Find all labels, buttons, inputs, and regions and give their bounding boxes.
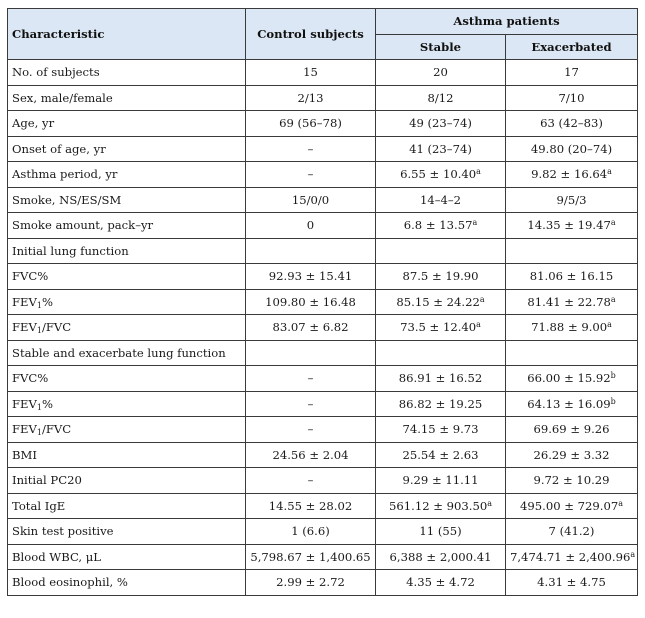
cell-control (246, 340, 376, 366)
cell-control (246, 442, 376, 468)
table-row (8, 213, 638, 239)
cell-value: – (307, 371, 314, 386)
table-row (8, 417, 638, 443)
header-exacerbated: Exacerbated (506, 34, 638, 60)
cell-stable (376, 187, 506, 213)
footnote-marker: a (607, 320, 612, 330)
row-label-subscript: 1 (36, 402, 42, 412)
table-row (8, 570, 638, 596)
row-label: Initial lung function (8, 238, 246, 264)
cell-control (246, 85, 376, 111)
table-row (8, 493, 638, 519)
footnote-marker: a (472, 218, 478, 228)
cell-exacerbated (506, 366, 638, 392)
cell-exacerbated (506, 213, 638, 239)
footnote-marker: a (607, 167, 612, 177)
row-label: Sex, male/female (8, 85, 246, 111)
cell-value: 69.69 ± 9.26 (533, 422, 610, 437)
cell-value: – (307, 167, 314, 182)
cell-value: – (307, 141, 314, 156)
table-row (8, 519, 638, 545)
cell-value: 81.41 ± 22.78 (527, 294, 611, 309)
row-label: Asthma period, yr (8, 162, 246, 188)
cell-value: 6.55 ± 10.40 (400, 167, 477, 182)
row-label: Blood eosinophil, % (8, 570, 246, 596)
cell-stable (376, 264, 506, 290)
cell-value: 5,798.67 ± 1,400.65 (250, 549, 371, 564)
header-characteristic: Characteristic (8, 9, 246, 60)
cell-value: 14.55 ± 28.02 (268, 498, 353, 513)
cell-value: 9/5/3 (556, 192, 587, 207)
cell-value: 71.88 ± 9.00 (531, 320, 608, 335)
cell-value: 49 (23–74) (409, 116, 472, 131)
cell-control (246, 417, 376, 443)
row-label-suffix: % (41, 396, 54, 411)
cell-exacerbated (506, 264, 638, 290)
cell-stable (376, 162, 506, 188)
cell-value: 14–4–2 (419, 192, 462, 207)
cell-value: – (307, 473, 314, 488)
row-label: Stable and exacerbate lung function (8, 340, 246, 366)
cell-stable (376, 468, 506, 494)
cell-stable (376, 366, 506, 392)
footnote-marker: b (610, 396, 616, 406)
cell-control (246, 60, 376, 86)
table-row (8, 468, 638, 494)
cell-stable (376, 213, 506, 239)
table-row (8, 111, 638, 137)
table-row (8, 289, 638, 315)
table-row (8, 315, 638, 341)
footnote-marker: b (610, 371, 616, 381)
cell-value: 64.13 ± 16.09 (527, 396, 611, 411)
cell-control (246, 162, 376, 188)
cell-value: 9.72 ± 10.29 (533, 473, 610, 488)
row-label-text: FEV (12, 294, 37, 309)
cell-exacerbated (506, 391, 638, 417)
row-label (8, 391, 246, 417)
cell-value: 2/13 (297, 90, 324, 105)
cell-control (246, 315, 376, 341)
table-row (8, 366, 638, 392)
cell-control (246, 468, 376, 494)
row-label: Smoke, NS/ES/SM (8, 187, 246, 213)
cell-control (246, 519, 376, 545)
cell-stable (376, 519, 506, 545)
footnote-marker: a (630, 549, 636, 559)
row-label (8, 417, 246, 443)
cell-value: 109.80 ± 16.48 (265, 294, 356, 309)
cell-value: 9.82 ± 16.64 (531, 167, 608, 182)
cell-exacerbated (506, 60, 638, 86)
cell-value: 87.5 ± 19.90 (402, 269, 479, 284)
row-label-subscript: 1 (36, 300, 42, 310)
cell-value: – (307, 422, 314, 437)
row-label (8, 289, 246, 315)
cell-exacerbated (506, 417, 638, 443)
cell-value: 86.82 ± 19.25 (398, 396, 483, 411)
cell-exacerbated (506, 544, 638, 570)
footnote-marker: a (487, 498, 492, 508)
cell-value: 495.00 ± 729.07 (520, 498, 619, 513)
cell-value: 49.80 (20–74) (530, 141, 613, 156)
cell-value: 4.35 ± 4.72 (406, 575, 475, 590)
row-label: Age, yr (8, 111, 246, 137)
cell-value: 8/12 (427, 90, 454, 105)
table-body (8, 60, 638, 596)
cell-stable (376, 315, 506, 341)
footnote-marker: a (479, 294, 485, 304)
cell-value: 15 (303, 65, 318, 80)
row-label: Skin test positive (8, 519, 246, 545)
cell-value: 15/0/0 (291, 192, 330, 207)
cell-value: 0 (306, 218, 315, 233)
cell-value: 24.56 ± 2.04 (272, 447, 349, 462)
cell-control (246, 136, 376, 162)
cell-value: 85.15 ± 24.22 (396, 294, 480, 309)
row-label: Smoke amount, pack–yr (8, 213, 246, 239)
cell-stable (376, 60, 506, 86)
cell-exacerbated (506, 162, 638, 188)
cell-value: 7,474.71 ± 2,400.96 (510, 549, 631, 564)
footnote-marker: a (476, 167, 481, 177)
characteristics-table (7, 8, 638, 596)
cell-value: 11 (55) (419, 524, 462, 539)
table-row (8, 391, 638, 417)
cell-exacerbated (506, 442, 638, 468)
table-header (8, 9, 638, 60)
cell-control (246, 264, 376, 290)
cell-stable (376, 340, 506, 366)
cell-exacerbated (506, 136, 638, 162)
cell-value: 7/10 (558, 90, 585, 105)
cell-control (246, 213, 376, 239)
cell-control (246, 366, 376, 392)
cell-value: 92.93 ± 15.41 (268, 269, 353, 284)
row-label-subscript: 1 (36, 428, 42, 438)
footnote-marker: a (610, 218, 616, 228)
row-label: BMI (8, 442, 246, 468)
cell-exacerbated (506, 315, 638, 341)
cell-control (246, 570, 376, 596)
cell-value: 4.31 ± 4.75 (537, 575, 606, 590)
row-label: Blood WBC, μL (8, 544, 246, 570)
cell-value: 14.35 ± 19.47 (527, 218, 611, 233)
table-row (8, 544, 638, 570)
row-label: Total IgE (8, 493, 246, 519)
footnote-marker: a (610, 294, 616, 304)
cell-stable (376, 85, 506, 111)
cell-stable (376, 417, 506, 443)
cell-stable (376, 136, 506, 162)
cell-control (246, 111, 376, 137)
row-label: Initial PC20 (8, 468, 246, 494)
cell-exacerbated (506, 187, 638, 213)
cell-value: 74.15 ± 9.73 (402, 422, 479, 437)
header-control-subjects: Control subjects (246, 9, 376, 60)
section-row (8, 340, 638, 366)
row-label: FVC% (8, 264, 246, 290)
row-label: No. of subjects (8, 60, 246, 86)
table-row (8, 187, 638, 213)
cell-value: 1 (6.6) (291, 524, 330, 539)
cell-value: 6.8 ± 13.57 (403, 218, 473, 233)
cell-exacerbated (506, 340, 638, 366)
row-label (8, 315, 246, 341)
cell-exacerbated (506, 111, 638, 137)
table-row (8, 162, 638, 188)
row-label-text: FEV (12, 396, 37, 411)
row-label: FVC% (8, 366, 246, 392)
cell-value: 66.00 ± 15.92 (527, 371, 611, 386)
cell-value: 7 (41.2) (548, 524, 595, 539)
table-row (8, 85, 638, 111)
cell-value: 561.12 ± 903.50 (389, 498, 488, 513)
cell-control (246, 544, 376, 570)
cell-value: 26.29 ± 3.32 (533, 447, 610, 462)
cell-exacerbated (506, 238, 638, 264)
cell-stable (376, 111, 506, 137)
cell-stable (376, 442, 506, 468)
table-row (8, 264, 638, 290)
cell-value: 69 (56–78) (279, 116, 342, 131)
cell-exacerbated (506, 85, 638, 111)
cell-stable (376, 391, 506, 417)
cell-control (246, 289, 376, 315)
cell-value: 25.54 ± 2.63 (402, 447, 479, 462)
header-asthma-patients: Asthma patients (376, 9, 638, 35)
cell-stable (376, 570, 506, 596)
row-label-text: FEV (12, 422, 37, 437)
row-label-subscript: 1 (36, 326, 42, 336)
header-stable: Stable (376, 34, 506, 60)
cell-exacerbated (506, 519, 638, 545)
cell-exacerbated (506, 493, 638, 519)
section-row (8, 238, 638, 264)
cell-stable (376, 238, 506, 264)
row-label-suffix: /FVC (41, 320, 72, 335)
row-label-suffix: /FVC (41, 422, 72, 437)
cell-value: 6,388 ± 2,000.41 (389, 549, 492, 564)
table-row (8, 442, 638, 468)
cell-control (246, 493, 376, 519)
row-label-suffix: % (41, 294, 54, 309)
cell-stable (376, 289, 506, 315)
cell-value: 17 (564, 65, 579, 80)
cell-value: 63 (42–83) (540, 116, 603, 131)
footnote-marker: a (618, 498, 623, 508)
cell-exacerbated (506, 468, 638, 494)
cell-value: 81.06 ± 16.15 (529, 269, 614, 284)
table-row (8, 60, 638, 86)
cell-value: 73.5 ± 12.40 (400, 320, 477, 335)
table-row (8, 136, 638, 162)
footnote-marker: a (476, 320, 481, 330)
cell-value: 83.07 ± 6.82 (272, 320, 349, 335)
cell-stable (376, 493, 506, 519)
cell-control (246, 238, 376, 264)
cell-value: 20 (433, 65, 448, 80)
cell-exacerbated (506, 570, 638, 596)
cell-value: 86.91 ± 16.52 (398, 371, 483, 386)
cell-control (246, 187, 376, 213)
cell-exacerbated (506, 289, 638, 315)
row-label-text: FEV (12, 320, 37, 335)
cell-stable (376, 544, 506, 570)
cell-value: 9.29 ± 11.11 (402, 473, 479, 488)
cell-value: – (307, 396, 314, 411)
cell-value: 2.99 ± 2.72 (276, 575, 345, 590)
row-label: Onset of age, yr (8, 136, 246, 162)
cell-value: 41 (23–74) (409, 141, 472, 156)
cell-control (246, 391, 376, 417)
